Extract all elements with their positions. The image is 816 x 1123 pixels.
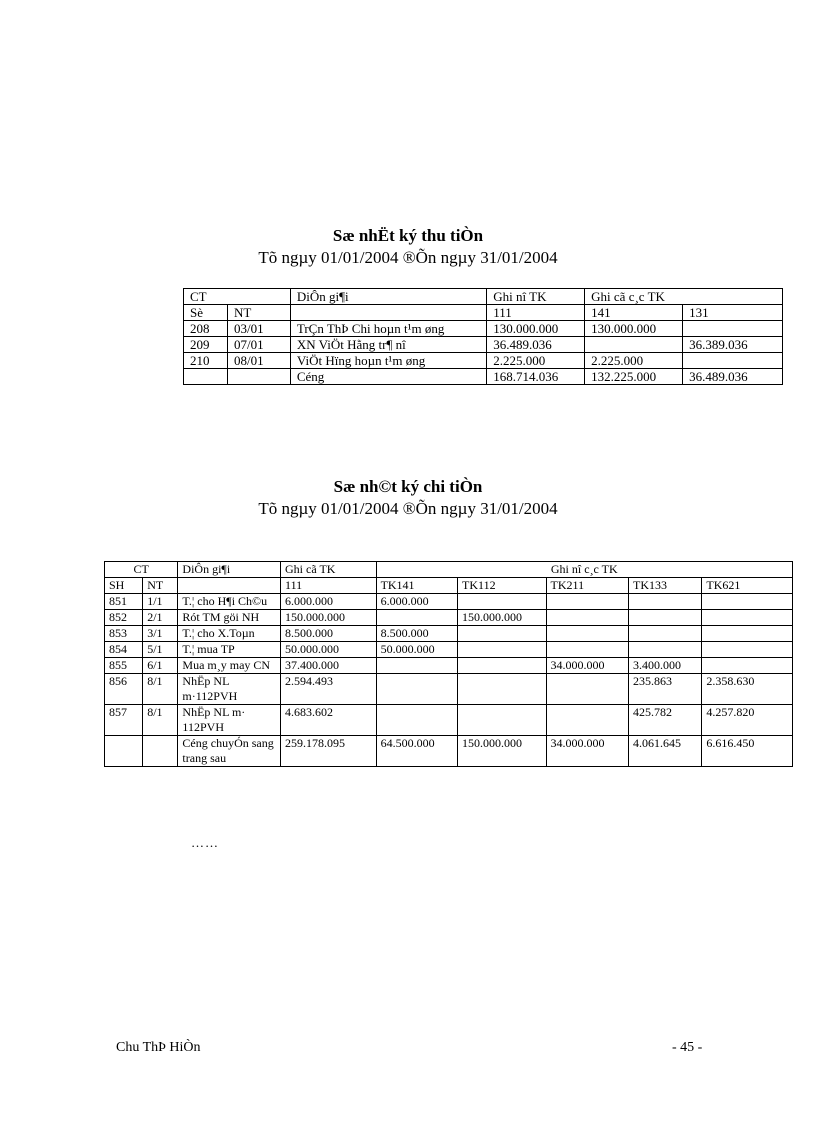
receipts-journal-table xyxy=(183,288,783,385)
table-cell xyxy=(376,674,457,705)
table-cell: 5/1 xyxy=(143,642,178,658)
header-cell: TK211 xyxy=(546,578,628,594)
header-cell xyxy=(290,305,486,321)
table-cell: 2.358.630 xyxy=(702,674,793,705)
table-cell xyxy=(458,705,547,736)
table-cell xyxy=(629,594,702,610)
table-total-row xyxy=(184,369,783,385)
table-header-row xyxy=(105,562,793,578)
table-cell: 150.000.000 xyxy=(458,736,547,767)
table-header-row xyxy=(184,289,783,305)
table-row xyxy=(105,705,793,736)
table-cell xyxy=(546,705,628,736)
header-cell: TK133 xyxy=(629,578,702,594)
table-cell: 50.000.000 xyxy=(281,642,377,658)
table-cell: 4.257.820 xyxy=(702,705,793,736)
header-cell: NT xyxy=(143,578,178,594)
table-cell xyxy=(702,610,793,626)
table-cell: 4.061.645 xyxy=(629,736,702,767)
table-cell xyxy=(105,736,143,767)
table-cell xyxy=(546,610,628,626)
table-cell: 8.500.000 xyxy=(376,626,457,642)
table-row xyxy=(105,594,793,610)
table-cell xyxy=(546,674,628,705)
table-cell: 1/1 xyxy=(143,594,178,610)
table-row xyxy=(105,610,793,626)
table-cell: 130.000.000 xyxy=(585,321,683,337)
header-cell: SH xyxy=(105,578,143,594)
table-cell: 2.225.000 xyxy=(585,353,683,369)
table-cell xyxy=(143,736,178,767)
header-cell: TK141 xyxy=(376,578,457,594)
table-cell: 425.782 xyxy=(629,705,702,736)
table-row xyxy=(184,321,783,337)
table-cell: ViÖt Hïng hoµn t¹m øng xyxy=(290,353,486,369)
header-cell: DiÔn gi¶i xyxy=(290,289,486,305)
table-cell xyxy=(458,674,547,705)
table-cell: 4.683.602 xyxy=(281,705,377,736)
table-cell xyxy=(458,594,547,610)
receipts-journal-period: Tõ ngµy 01/01/2004 ®Õn ngµy 31/01/2004 xyxy=(258,248,558,267)
continuation-ellipsis: …… xyxy=(191,835,219,850)
table-cell: 2.225.000 xyxy=(487,353,585,369)
table-cell: 209 xyxy=(184,337,228,353)
table-cell: NhËp NL m· 112PVH xyxy=(178,705,281,736)
table-cell xyxy=(546,626,628,642)
table-cell: XN ViÖt Hằng tr¶ nî xyxy=(290,337,486,353)
table-cell xyxy=(458,642,547,658)
table-cell: 03/01 xyxy=(227,321,290,337)
header-cell: CT xyxy=(184,289,291,305)
table-row xyxy=(105,642,793,658)
table-cell: 132.225.000 xyxy=(585,369,683,385)
payments-journal-table xyxy=(104,561,793,767)
table-cell: 36.489.036 xyxy=(683,369,783,385)
receipts-journal-title: Sæ nhËt ký thu tiÒn xyxy=(332,226,484,245)
table-cell: 08/01 xyxy=(227,353,290,369)
page-number: - 45 - xyxy=(672,1040,703,1055)
table-cell: 50.000.000 xyxy=(376,642,457,658)
table-cell xyxy=(546,594,628,610)
header-cell: TK112 xyxy=(458,578,547,594)
table-cell: T.¦ cho H¶i Ch©u xyxy=(178,594,281,610)
table-cell: 6/1 xyxy=(143,658,178,674)
table-cell: Céng xyxy=(290,369,486,385)
table-cell: 2.594.493 xyxy=(281,674,377,705)
table-cell: 857 xyxy=(105,705,143,736)
table-cell xyxy=(683,321,783,337)
table-total-row xyxy=(105,736,793,767)
table-cell: 853 xyxy=(105,626,143,642)
header-cell: 131 xyxy=(683,305,783,321)
table-cell xyxy=(458,658,547,674)
table-cell xyxy=(376,705,457,736)
table-row xyxy=(184,337,783,353)
table-row xyxy=(105,674,793,705)
table-cell xyxy=(702,658,793,674)
table-cell xyxy=(629,642,702,658)
table-cell: 130.000.000 xyxy=(487,321,585,337)
table-cell: 8.500.000 xyxy=(281,626,377,642)
header-cell: NT xyxy=(227,305,290,321)
table-cell: Rót TM göi NH xyxy=(178,610,281,626)
table-cell xyxy=(458,626,547,642)
table-cell: 259.178.095 xyxy=(281,736,377,767)
table-cell xyxy=(702,594,793,610)
table-cell: 852 xyxy=(105,610,143,626)
table-header-row xyxy=(105,578,793,594)
table-cell: 2/1 xyxy=(143,610,178,626)
header-cell: Sè xyxy=(184,305,228,321)
header-cell: CT xyxy=(105,562,178,578)
table-cell: 854 xyxy=(105,642,143,658)
table-cell xyxy=(585,337,683,353)
table-cell: 3.400.000 xyxy=(629,658,702,674)
table-cell: 855 xyxy=(105,658,143,674)
table-cell xyxy=(184,369,228,385)
header-cell: 141 xyxy=(585,305,683,321)
header-cell: Ghi cã TK xyxy=(281,562,377,578)
header-cell xyxy=(178,578,281,594)
table-cell xyxy=(702,626,793,642)
payments-journal-period: Tõ ngµy 01/01/2004 ®Õn ngµy 31/01/2004 xyxy=(258,499,558,518)
table-cell xyxy=(376,610,457,626)
table-cell: 6.616.450 xyxy=(702,736,793,767)
table-cell: NhËp NL m·112PVH xyxy=(178,674,281,705)
table-cell: Mua m¸y may CN xyxy=(178,658,281,674)
header-cell: Ghi cã c¸c TK xyxy=(585,289,783,305)
table-cell: 208 xyxy=(184,321,228,337)
table-cell xyxy=(227,369,290,385)
table-cell: 64.500.000 xyxy=(376,736,457,767)
table-cell: 6.000.000 xyxy=(281,594,377,610)
header-cell: Ghi nî TK xyxy=(487,289,585,305)
header-cell: 111 xyxy=(487,305,585,321)
table-cell xyxy=(376,658,457,674)
table-cell: TrÇn ThÞ Chi hoµn t¹m øng xyxy=(290,321,486,337)
table-cell: 150.000.000 xyxy=(281,610,377,626)
footer-author: Chu ThÞ HiÒn xyxy=(116,1040,201,1055)
table-cell: T.¦ cho X.Toµn xyxy=(178,626,281,642)
header-cell: 111 xyxy=(281,578,377,594)
table-row xyxy=(105,626,793,642)
table-cell: Céng chuyÓn sang trang sau xyxy=(178,736,281,767)
table-cell: 235.863 xyxy=(629,674,702,705)
table-row xyxy=(184,353,783,369)
table-cell: 150.000.000 xyxy=(458,610,547,626)
table-cell: 36.389.036 xyxy=(683,337,783,353)
table-cell xyxy=(683,353,783,369)
table-cell xyxy=(546,642,628,658)
table-header-row xyxy=(184,305,783,321)
table-cell xyxy=(629,610,702,626)
payments-journal-title: Sæ nh©t ký chi tiÒn xyxy=(333,477,483,496)
header-cell: DiÔn gi¶i xyxy=(178,562,281,578)
table-cell xyxy=(702,642,793,658)
table-row xyxy=(105,658,793,674)
table-cell: 851 xyxy=(105,594,143,610)
table-cell: 6.000.000 xyxy=(376,594,457,610)
table-cell: 36.489.036 xyxy=(487,337,585,353)
table-cell: 8/1 xyxy=(143,705,178,736)
header-cell: Ghi nî c¸c TK xyxy=(376,562,792,578)
table-cell: 37.400.000 xyxy=(281,658,377,674)
table-cell: 210 xyxy=(184,353,228,369)
table-cell: 34.000.000 xyxy=(546,658,628,674)
table-cell xyxy=(629,626,702,642)
table-cell: T.¦ mua TP xyxy=(178,642,281,658)
table-cell: 3/1 xyxy=(143,626,178,642)
table-cell: 34.000.000 xyxy=(546,736,628,767)
table-cell: 07/01 xyxy=(227,337,290,353)
table-cell: 168.714.036 xyxy=(487,369,585,385)
header-cell: TK621 xyxy=(702,578,793,594)
table-cell: 856 xyxy=(105,674,143,705)
table-cell: 8/1 xyxy=(143,674,178,705)
